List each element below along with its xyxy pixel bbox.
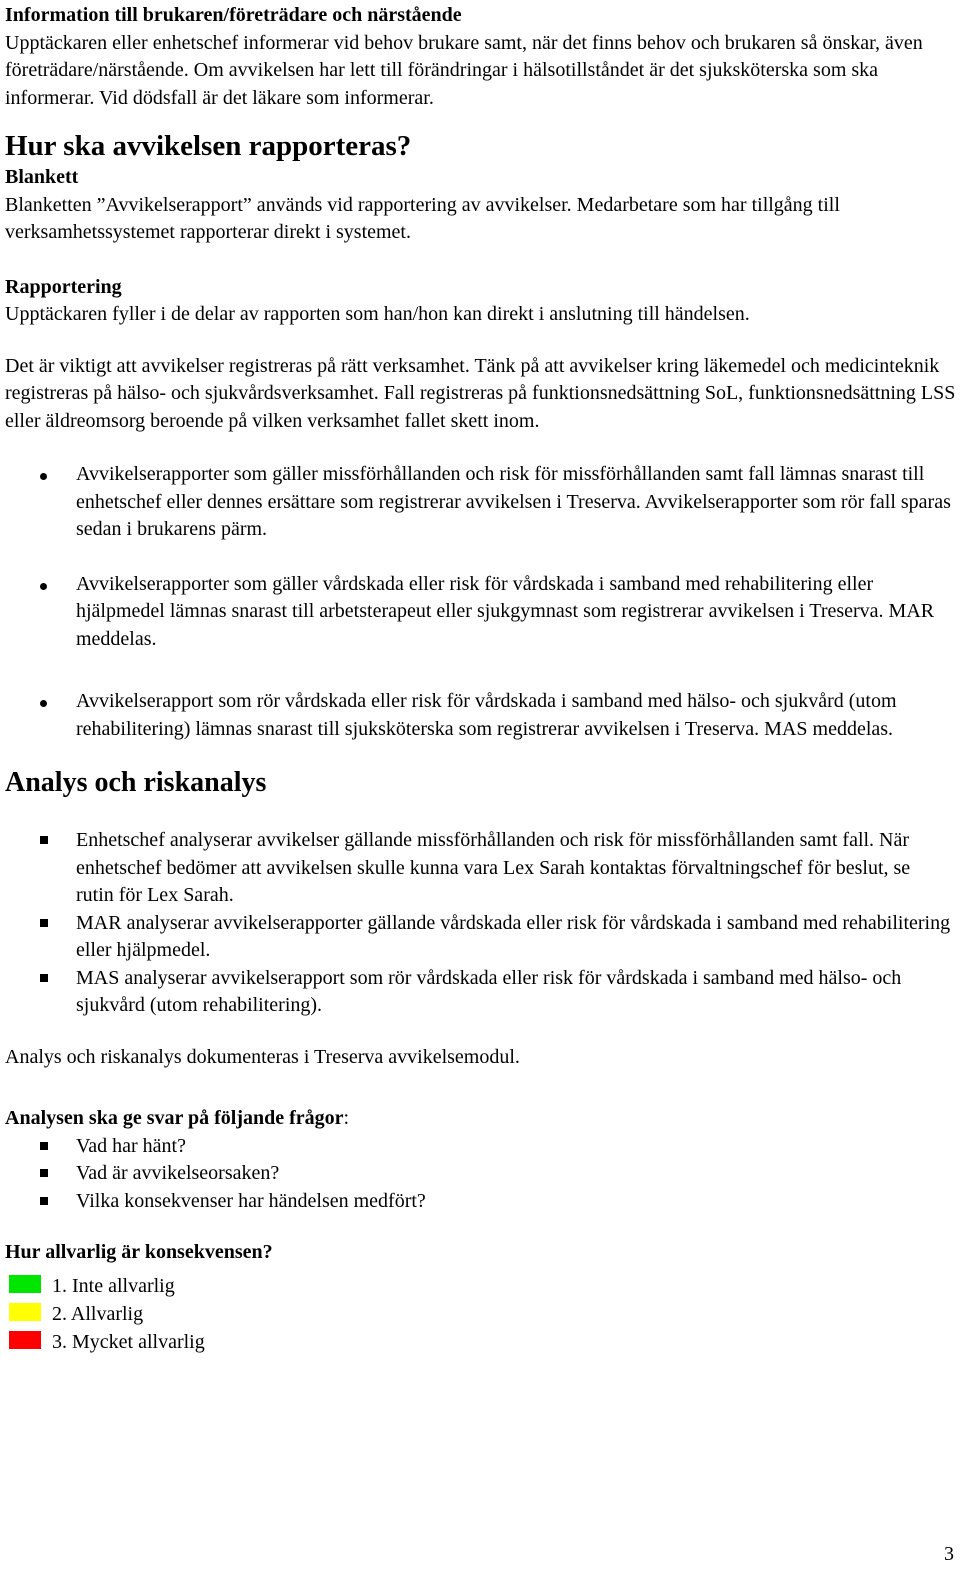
report-bullet-list — [0, 461, 960, 743]
info-text: Upptäckaren eller enhetschef informerar vid behov brukare samt, när det finns behov och brukaren så önskar, även företrädare/närstående. Om avvikelsen har lett till förändringar i hälsotillståndet är det sjuksköterska som ska informerar. Vid dödsfall är det läkare som informerar. — [5, 31, 923, 109]
yellow-swatch — [9, 1303, 41, 1321]
severity-level-3 — [0, 1329, 960, 1357]
list-item — [0, 965, 960, 1020]
list-item — [0, 571, 960, 654]
registrering-text: Det är viktigt att avvikelser registreras på rätt verksamhet. Tänk på att avvikelser kring läkemedel och medicinteknik registreras på hälso- och sjukvårdsverksamhet. Fall registreras på funktionsnedsättning SoL, funktionsnedsättning LSS eller äldreomsorg beroende på vilken verksamhet fallet skett inom. — [5, 354, 956, 432]
square-bullet-icon — [40, 836, 48, 844]
severity-label: 1. Inte allvarlig — [52, 1274, 175, 1297]
list-item-text: Vad har hänt? — [76, 1134, 186, 1157]
severity-legend — [0, 1273, 960, 1357]
list-item-text: MAR analyserar avvikelserapporter gällande vårdskada eller risk för vårdskada i samband med rehabilitering eller hjälpmedel. — [76, 911, 951, 961]
rapportering-text: Upptäckaren fyller i de delar av rapporten som han/hon kan direkt i anslutning till händelsen. — [5, 303, 750, 325]
list-item-text: Vad är avvikelseorsaken? — [76, 1162, 280, 1184]
info-heading: Information till brukaren/företrädare och närstående — [5, 4, 462, 26]
list-item — [0, 1133, 960, 1161]
list-item-text: Avvikelserapport som rör vårdskada eller risk för vårdskada i samband med hälso- och sjukvård (utom rehabilitering) lämnas snarast till sjuksköterska som registrerar avvikelsen i Treserva. MAS meddelas. — [76, 690, 897, 740]
bullet-icon — [40, 583, 47, 590]
square-bullet-icon — [40, 1142, 48, 1150]
list-item — [0, 910, 960, 965]
rapportering-heading: Rapportering — [5, 275, 122, 298]
questions-list — [0, 1133, 960, 1216]
blankett-heading: Blankett — [5, 166, 79, 188]
questions-heading — [0, 1105, 960, 1133]
severity-label: 3. Mycket allvarlig — [52, 1330, 205, 1353]
analysis-heading: Analys och riskanalys — [5, 767, 267, 798]
report-heading: Hur ska avvikelsen rapporteras? — [5, 130, 412, 162]
questions-heading-colon: : — [343, 1107, 350, 1129]
list-item-text: Avvikelserapporter som gäller missförhållanden och risk för missförhållanden samt fall lämnas snarast till enhetschef eller dennes ersättare som registrerar avvikelsen i Treserva. Avvikelserapporter som rör fall sparas sedan i brukarens pärm. — [76, 463, 951, 540]
severity-level-2 — [0, 1301, 960, 1329]
analysis-list — [0, 827, 960, 1020]
list-item-text: Enhetschef analyserar avvikelser gällande missförhållanden och risk för missförhållanden samt fall. När enhetschef bedömer att avvikelsen skulle kunna vara Lex Sarah kontaktas förvaltningschef för beslut, se rutin för Lex Sarah. — [76, 829, 911, 906]
square-bullet-icon — [40, 1197, 48, 1205]
list-item-text: MAS analyserar avvikelserapport som rör vårdskada eller risk för vårdskada i samband med hälso- och sjukvård (utom rehabilitering). — [76, 966, 902, 1016]
analysis-documented-text: Analys och riskanalys dokumenteras i Treserva avvikelsemodul. — [5, 1045, 520, 1068]
list-item-text: Avvikelserapporter som gäller vårdskada eller risk för vårdskada i samband med rehabilitering eller hjälpmedel lämnas snarast till arbetsterapeut eller sjukgymnast som registrerar avvikelsen i Treserva. MAR meddelas. — [76, 572, 935, 650]
green-swatch — [9, 1275, 41, 1293]
list-item — [0, 688, 960, 743]
list-item-text: Vilka konsekvenser har händelsen medfört? — [76, 1189, 426, 1212]
page-number: 3 — [944, 1543, 954, 1565]
blankett-text: Blanketten ”Avvikelserapport” används vid rapportering av avvikelser. Medarbetare som har tillgång till verksamhetssystemet rapporterar direkt i systemet. — [5, 193, 840, 243]
list-item — [0, 461, 960, 544]
bullet-icon — [40, 700, 47, 707]
square-bullet-icon — [40, 974, 48, 982]
severity-heading: Hur allvarlig är konsekvensen? — [5, 1241, 273, 1263]
square-bullet-icon — [40, 919, 48, 927]
questions-heading-text: Analysen ska ge svar på följande frågor — [5, 1107, 344, 1129]
list-item — [0, 1160, 960, 1188]
severity-label: 2. Allvarlig — [52, 1302, 144, 1325]
bullet-icon — [40, 473, 47, 480]
severity-level-1 — [0, 1273, 960, 1301]
list-item — [0, 1188, 960, 1216]
red-swatch — [9, 1331, 41, 1349]
list-item — [0, 827, 960, 910]
square-bullet-icon — [40, 1169, 48, 1177]
